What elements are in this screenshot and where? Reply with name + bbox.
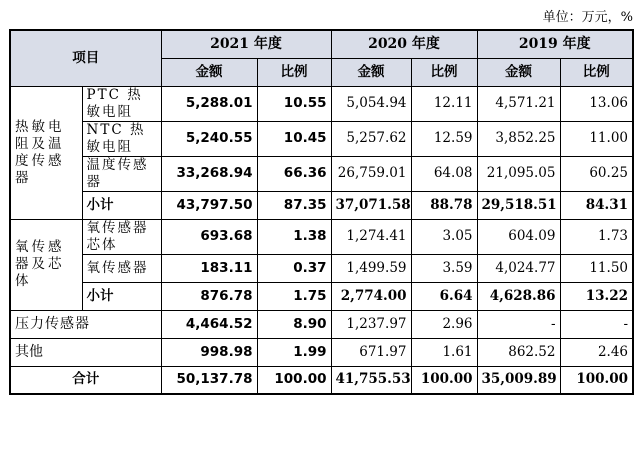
cell: 4,024.77 xyxy=(477,254,560,282)
header-row-years xyxy=(10,30,633,58)
cell: 3,852.25 xyxy=(477,121,560,156)
header-item: 项目 xyxy=(10,30,161,86)
unit-note: 单位：万元，% xyxy=(542,10,633,25)
cell: 87.35 xyxy=(257,191,331,219)
cell: 1.75 xyxy=(257,282,331,310)
cell: 60.25 xyxy=(560,156,633,191)
header-ratio: 比例 xyxy=(560,58,633,86)
cell: 4,464.52 xyxy=(161,310,257,338)
subtotal-row xyxy=(10,191,633,219)
cell: - xyxy=(477,310,560,338)
cell: 2.96 xyxy=(411,310,477,338)
cell: 64.08 xyxy=(411,156,477,191)
cell: 862.52 xyxy=(477,338,560,366)
cell: 5,257.62 xyxy=(331,121,411,156)
row-label: 温度传感器 xyxy=(82,156,161,191)
cell: 1.38 xyxy=(257,219,331,254)
table-row xyxy=(10,338,633,366)
cell: 2,774.00 xyxy=(331,282,411,310)
cell: 88.78 xyxy=(411,191,477,219)
row-label: PTC 热敏电阻 xyxy=(82,86,161,121)
cell: 1,237.97 xyxy=(331,310,411,338)
group-label-oxygen: 氧传感器及芯体 xyxy=(10,219,82,310)
cell: 100.00 xyxy=(411,366,477,394)
row-label-other: 其他 xyxy=(10,338,161,366)
cell: 84.31 xyxy=(560,191,633,219)
cell: 50,137.78 xyxy=(161,366,257,394)
row-label-pressure: 压力传感器 xyxy=(10,310,161,338)
cell: 26,759.01 xyxy=(331,156,411,191)
table-row xyxy=(10,219,633,254)
cell: 11.50 xyxy=(560,254,633,282)
cell: 1.73 xyxy=(560,219,633,254)
cell: 10.55 xyxy=(257,86,331,121)
cell: 1,274.41 xyxy=(331,219,411,254)
cell: 671.97 xyxy=(331,338,411,366)
cell: 876.78 xyxy=(161,282,257,310)
row-label: 氧传感器芯体 xyxy=(82,219,161,254)
cell: 10.45 xyxy=(257,121,331,156)
cell: 12.59 xyxy=(411,121,477,156)
table-row xyxy=(10,121,633,156)
revenue-table xyxy=(9,29,634,395)
cell: 5,288.01 xyxy=(161,86,257,121)
cell: 998.98 xyxy=(161,338,257,366)
table-row xyxy=(10,86,633,121)
header-amount: 金额 xyxy=(161,58,257,86)
subtotal-row xyxy=(10,282,633,310)
total-row xyxy=(10,366,633,394)
cell: - xyxy=(560,310,633,338)
cell: 1,499.59 xyxy=(331,254,411,282)
cell: 3.05 xyxy=(411,219,477,254)
cell: 2.46 xyxy=(560,338,633,366)
cell: 66.36 xyxy=(257,156,331,191)
cell: 1.61 xyxy=(411,338,477,366)
cell: 21,095.05 xyxy=(477,156,560,191)
table-row xyxy=(10,310,633,338)
table-row xyxy=(10,156,633,191)
cell: 12.11 xyxy=(411,86,477,121)
cell: 29,518.51 xyxy=(477,191,560,219)
cell: 5,240.55 xyxy=(161,121,257,156)
subtotal-label: 小计 xyxy=(82,282,161,310)
cell: 5,054.94 xyxy=(331,86,411,121)
row-label: 氧传感器 xyxy=(82,254,161,282)
header-amount: 金额 xyxy=(331,58,411,86)
cell: 100.00 xyxy=(560,366,633,394)
row-label-total: 合计 xyxy=(10,366,161,394)
cell: 13.22 xyxy=(560,282,633,310)
table-row xyxy=(10,254,633,282)
cell: 35,009.89 xyxy=(477,366,560,394)
header-year-2021: 2021 年度 xyxy=(161,30,331,58)
cell: 8.90 xyxy=(257,310,331,338)
cell: 6.64 xyxy=(411,282,477,310)
group-label-thermistor: 热敏电阻及温度传感器 xyxy=(10,86,82,219)
cell: 4,628.86 xyxy=(477,282,560,310)
header-year-2019: 2019 年度 xyxy=(477,30,633,58)
cell: 41,755.53 xyxy=(331,366,411,394)
header-year-2020: 2020 年度 xyxy=(331,30,477,58)
cell: 43,797.50 xyxy=(161,191,257,219)
cell: 1.99 xyxy=(257,338,331,366)
cell: 4,571.21 xyxy=(477,86,560,121)
row-label: NTC 热敏电阻 xyxy=(82,121,161,156)
header-ratio: 比例 xyxy=(411,58,477,86)
cell: 11.00 xyxy=(560,121,633,156)
cell: 0.37 xyxy=(257,254,331,282)
cell: 100.00 xyxy=(257,366,331,394)
cell: 693.68 xyxy=(161,219,257,254)
cell: 13.06 xyxy=(560,86,633,121)
cell: 33,268.94 xyxy=(161,156,257,191)
header-amount: 金额 xyxy=(477,58,560,86)
cell: 3.59 xyxy=(411,254,477,282)
header-ratio: 比例 xyxy=(257,58,331,86)
cell: 183.11 xyxy=(161,254,257,282)
cell: 604.09 xyxy=(477,219,560,254)
cell: 37,071.58 xyxy=(331,191,411,219)
subtotal-label: 小计 xyxy=(82,191,161,219)
